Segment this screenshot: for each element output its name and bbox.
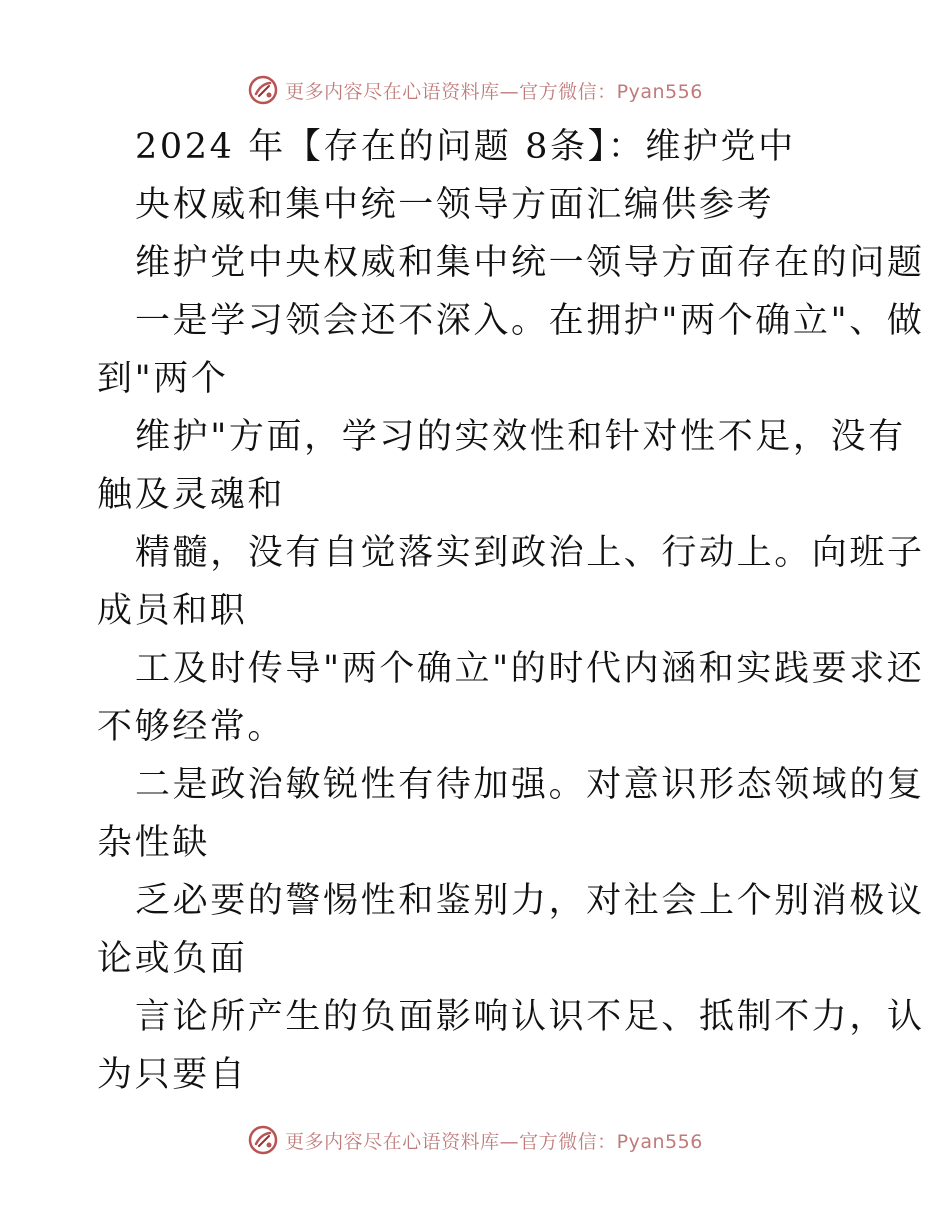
document-body bbox=[0, 118, 950, 1104]
body-line: 触及灵魂和 bbox=[97, 475, 286, 515]
watermark-text: 更多内容尽在心语资料库—官方微信：Pyan556 bbox=[285, 80, 703, 103]
body-line: 工及时传导"两个确立"的时代内涵和实践要求还 bbox=[135, 649, 925, 689]
body-line: 二是政治敏锐性有待加强。对意识形态领域的复 bbox=[135, 765, 925, 805]
header-watermark bbox=[0, 72, 950, 108]
body-line: 论或负面 bbox=[97, 939, 248, 979]
seal-logo-icon bbox=[247, 1124, 279, 1156]
footer-watermark bbox=[0, 1122, 950, 1158]
document-title-line-2: 央权威和集中统一领导方面汇编供参考 bbox=[135, 185, 775, 225]
body-line: 杂性缺 bbox=[97, 823, 210, 863]
document-title-line-1: 2024 年【存在的问题 8条】：维护党中 bbox=[135, 127, 796, 167]
section-heading: 维护党中央权威和集中统一领导方面存在的问题 bbox=[135, 243, 925, 283]
body-line: 为只要自 bbox=[97, 1055, 248, 1095]
body-line: 到"两个 bbox=[97, 359, 229, 399]
body-line: 不够经常。 bbox=[97, 707, 286, 747]
body-line: 维护"方面，学习的实效性和针对性不足，没有 bbox=[135, 417, 906, 457]
body-line: 成员和职 bbox=[97, 591, 248, 631]
body-line: 言论所产生的负面影响认识不足、抵制不力，认 bbox=[135, 997, 925, 1037]
body-line: 精髓，没有自觉落实到政治上、行动上。向班子 bbox=[135, 533, 925, 573]
seal-logo-icon bbox=[247, 74, 279, 106]
watermark-text: 更多内容尽在心语资料库—官方微信：Pyan556 bbox=[285, 1130, 703, 1153]
body-line: 一是学习领会还不深入。在拥护"两个确立"、做 bbox=[135, 301, 925, 341]
body-line: 乏必要的警惕性和鉴别力，对社会上个别消极议 bbox=[135, 881, 925, 921]
